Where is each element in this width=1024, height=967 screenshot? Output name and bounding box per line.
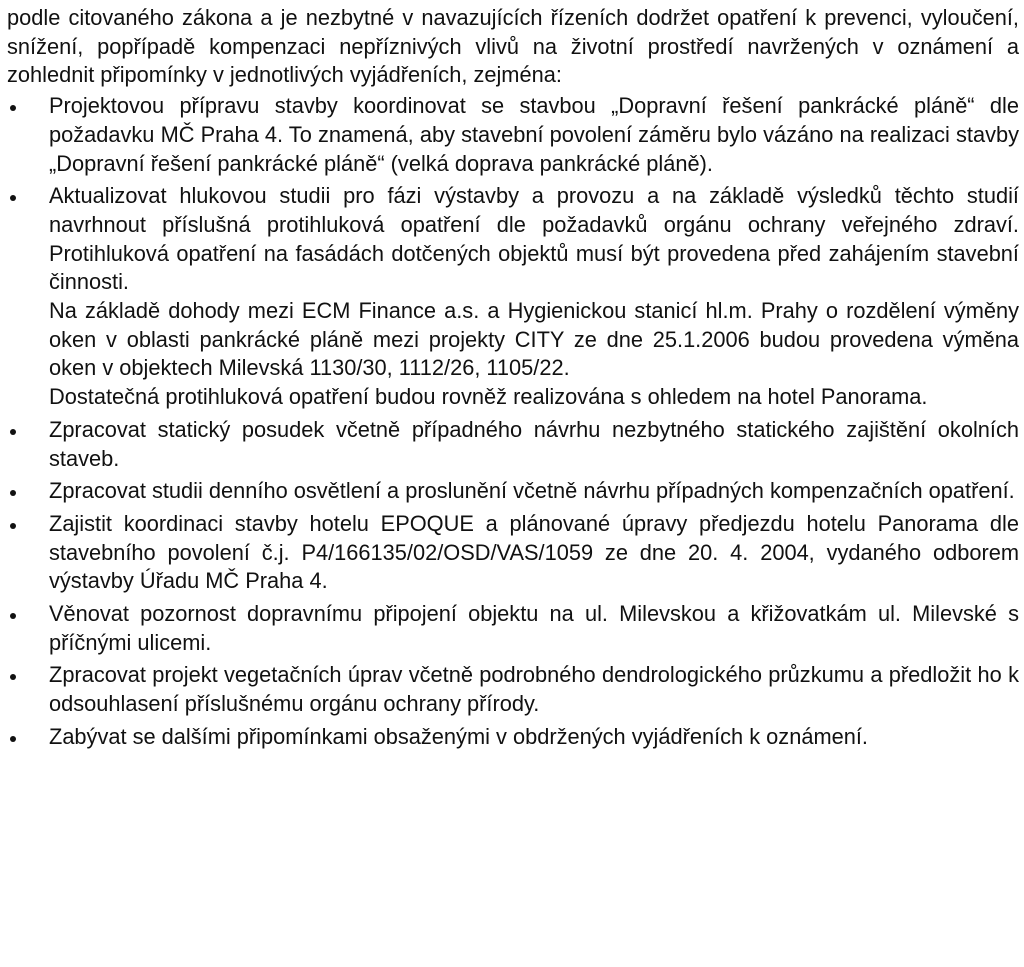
bullet-icon	[10, 490, 16, 496]
bullet-icon	[10, 736, 16, 742]
intro-paragraph: podle citovaného zákona a je nezbytné v navazujících řízeních dodržet opatření k prevenci, vyloučení, snížení, popřípadě kompenzaci nepříznivých vlivů na životní prostředí navržených v oznámení a zohlednit připomínky v jednotlivých vyjádřeních, zejména:	[7, 5, 1019, 88]
list-item	[7, 510, 1019, 596]
list-item-text: Zpracovat statický posudek včetně případného návrhu nezbytného statického zajištění okolních staveb.	[49, 416, 1019, 471]
list-item-text: Zabývat se dalšími připomínkami obsaženými v obdržených vyjádřeních k oznámení.	[49, 723, 868, 749]
bullet-icon	[10, 105, 16, 111]
bullet-icon	[10, 195, 16, 201]
list-item	[7, 723, 1019, 752]
bullet-icon	[10, 429, 16, 435]
list-item-text: Věnovat pozornost dopravnímu připojení objektu na ul. Milevskou a křižovatkám ul. Milevské s příčnými ulicemi.	[49, 601, 1019, 655]
list-item	[7, 661, 1019, 718]
list-item	[7, 92, 1019, 178]
bullet-icon	[10, 523, 16, 529]
requirements-list	[7, 92, 1019, 751]
bullet-icon	[10, 613, 16, 619]
list-item-subparagraph: Dostatečná protihluková opatření budou rovněž realizována s ohledem na hotel Panorama.	[49, 384, 928, 410]
bullet-icon	[10, 674, 16, 680]
document-page	[7, 0, 1019, 756]
list-item	[7, 600, 1019, 657]
list-item-text: Zpracovat projekt vegetačních úprav včetně podrobného dendrologického průzkumu a předložit ho k odsouhlasení příslušnému orgánu ochrany přírody.	[49, 662, 1019, 717]
list-item-text: Projektovou přípravu stavby koordinovat se stavbou „Dopravní řešení pankrácké pláně“ dle požadavku MČ Praha 4. To znamená, aby stavební povolení záměru bylo vázáno na realizaci stavby „Dopravní řešení pankrácké pláně“ (velká doprava pankrácké pláně).	[49, 93, 1019, 176]
list-item-text: Zpracovat studii denního osvětlení a proslunění včetně návrhu případných kompenzačních opatření.	[49, 478, 1015, 504]
list-item	[7, 477, 1019, 506]
list-item	[7, 416, 1019, 473]
list-item-text: Aktualizovat hlukovou studii pro fázi výstavby a provozu a na základě výsledků těchto studií navrhnout příslušná protihluková opatření dle požadavků orgánu ochrany veřejného zdraví. Protihluková opatření na fasádách dotčených objektů musí být provedena před zahájením stavební činnosti.	[49, 183, 1019, 295]
list-item	[7, 182, 1019, 412]
list-item-text: Zajistit koordinaci stavby hotelu EPOQUE a plánované úpravy předjezdu hotelu Panorama dle stavebního povolení č.j. P4/166135/02/OSD/VAS/1059 ze dne 20. 4. 2004, vydaného odborem výstavby Úřadu MČ Praha 4.	[49, 510, 1019, 594]
list-item-subparagraph: Na základě dohody mezi ECM Finance a.s. a Hygienickou stanicí hl.m. Prahy o rozdělení výměny oken v oblasti pankrácké pláně mezi projekty CITY ze dne 25.1.2006 budou provedena výměna oken v objektech Milevská 1130/30, 1112/26, 1105/22.	[49, 298, 1019, 381]
